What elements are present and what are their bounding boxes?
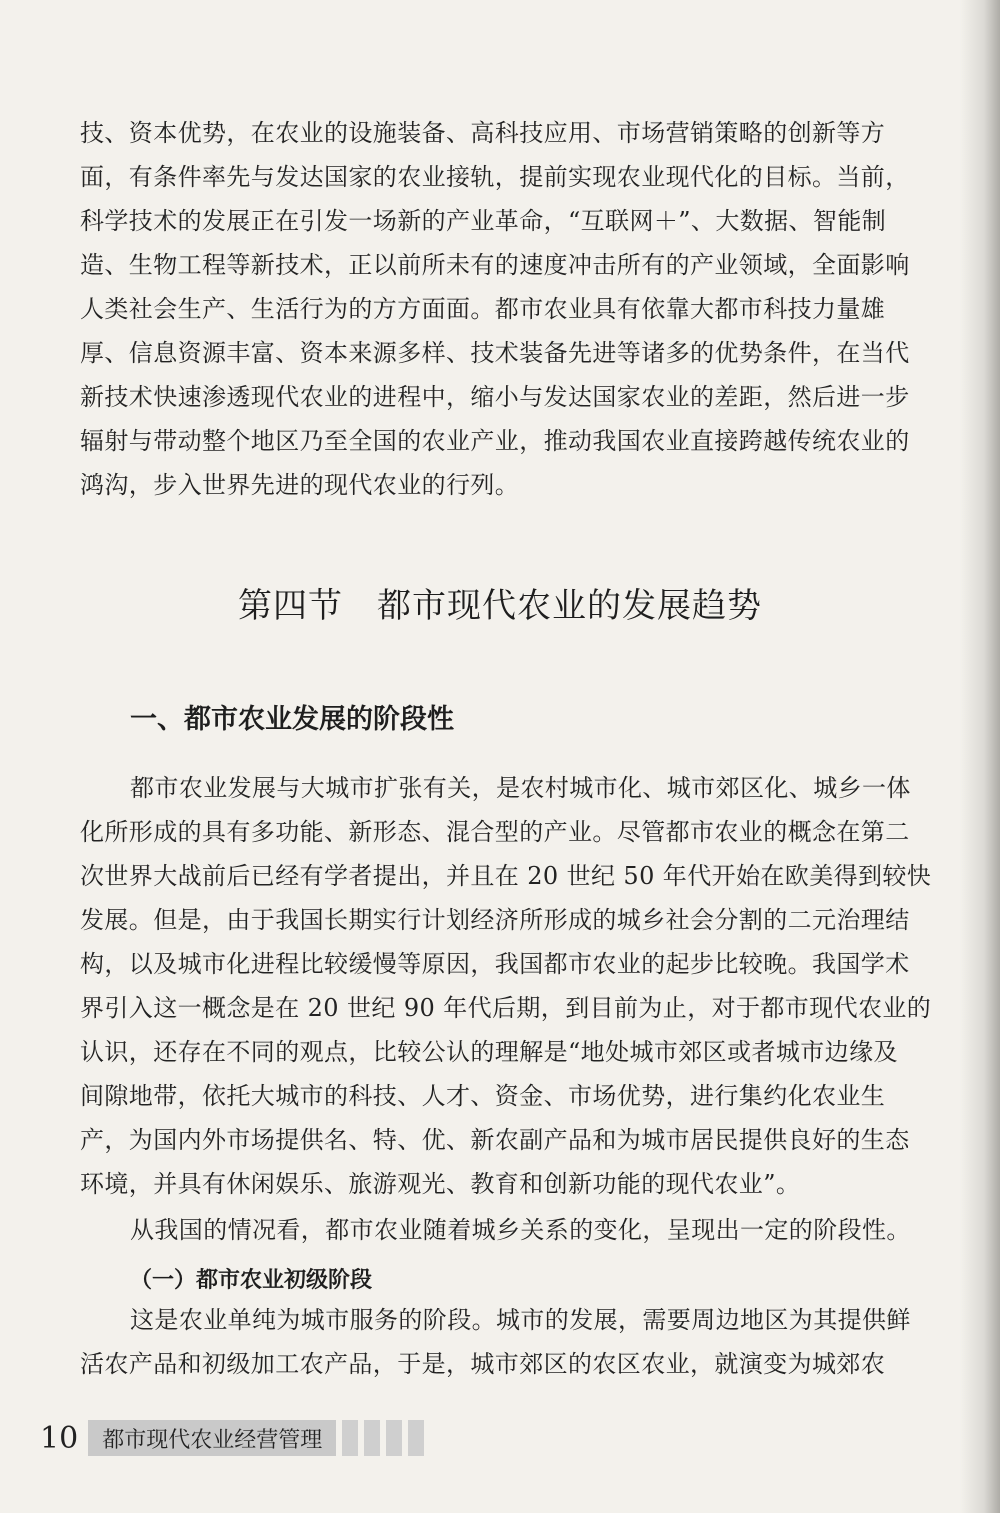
paragraph-3: 从我国的情况看，都市农业随着城乡关系的变化，呈现出一定的阶段性。	[130, 1216, 911, 1244]
paragraph-1-line: 科学技术的发展正在引发一场新的产业革命，“互联网＋”、大数据、智能制	[80, 207, 887, 235]
paragraph-1-line: 技、资本优势，在农业的设施装备、高科技应用、市场营销策略的创新等方	[80, 119, 886, 147]
section-number: 第四节	[238, 586, 343, 626]
paragraph-1-line: 辐射与带动整个地区乃至全国的农业产业，推动我国农业直接跨越传统农业的	[80, 427, 910, 455]
paragraph-2-line: 界引入这一概念是在 20 世纪 90 年代后期，到目前为止，对于都市现代农业的	[80, 994, 932, 1022]
page-number: 10	[40, 1420, 79, 1456]
paragraph-1-line: 人类社会生产、生活行为的方方面面。都市农业具有依靠大都市科技力量雄	[80, 295, 886, 323]
paragraph-2-line: 构，以及城市化进程比较缓慢等原因，我国都市农业的起步比较晚。我国学术	[80, 950, 910, 978]
footer-decoration-bar	[342, 1420, 358, 1456]
section-name: 都市现代农业的发展趋势	[377, 586, 762, 626]
paragraph-1-line: 造、生物工程等新技术，正以前所未有的速度冲击所有的产业领域，全面影响	[80, 251, 910, 279]
paragraph-2-line: 次世界大战前后已经有学者提出，并且在 20 世纪 50 年代开始在欧美得到较快	[80, 862, 932, 890]
paragraph-2-line: 发展。但是，由于我国长期实行计划经济所形成的城乡社会分割的二元治理结	[80, 906, 910, 934]
footer-decoration-bar	[386, 1420, 402, 1456]
paragraph-1-line: 鸿沟，步入世界先进的现代农业的行列。	[80, 471, 520, 499]
paragraph-2-line: 化所形成的具有多功能、新形态、混合型的产业。尽管都市农业的概念在第二	[80, 818, 910, 846]
paragraph-1-line: 厚、信息资源丰富、资本来源多样、技术装备先进等诸多的优势条件，在当代	[80, 339, 910, 367]
paragraph-2-line: 环境，并具有休闲娱乐、旅游观光、教育和创新功能的现代农业”。	[80, 1170, 801, 1198]
section-title	[0, 578, 1000, 627]
page-footer	[40, 1420, 424, 1456]
paragraph-2-line: 间隙地带，依托大城市的科技、人才、资金、市场优势，进行集约化农业生	[80, 1082, 886, 1110]
paragraph-1-line: 面，有条件率先与发达国家的农业接轨，提前实现农业现代化的目标。当前，	[80, 163, 910, 191]
heading-stage-nature: 一、都市农业发展的阶段性	[130, 704, 454, 735]
paragraph-2-line: 产，为国内外市场提供名、特、优、新农副产品和为城市居民提供良好的生态	[80, 1126, 910, 1154]
book-title: 都市现代农业经营管理	[88, 1420, 336, 1456]
page-binding-shadow	[960, 0, 1000, 1513]
footer-decoration-bar	[364, 1420, 380, 1456]
paragraph-1-line: 新技术快速渗透现代农业的进程中，缩小与发达国家农业的差距，然后进一步	[80, 383, 910, 411]
paragraph-2-line: 都市农业发展与大城市扩张有关，是农村城市化、城市郊区化、城乡一体	[130, 774, 911, 802]
paragraph-4-line: 活农产品和初级加工农产品，于是，城市郊区的农区农业，就演变为城郊农	[80, 1350, 886, 1378]
paragraph-2-line: 认识，还存在不同的观点，比较公认的理解是“地处城市郊区或者城市边缘及	[80, 1038, 898, 1066]
paragraph-4-line: 这是农业单纯为城市服务的阶段。城市的发展，需要周边地区为其提供鲜	[130, 1306, 911, 1334]
heading-initial-stage: （一）都市农业初级阶段	[130, 1267, 373, 1293]
footer-decoration-bar	[408, 1420, 424, 1456]
